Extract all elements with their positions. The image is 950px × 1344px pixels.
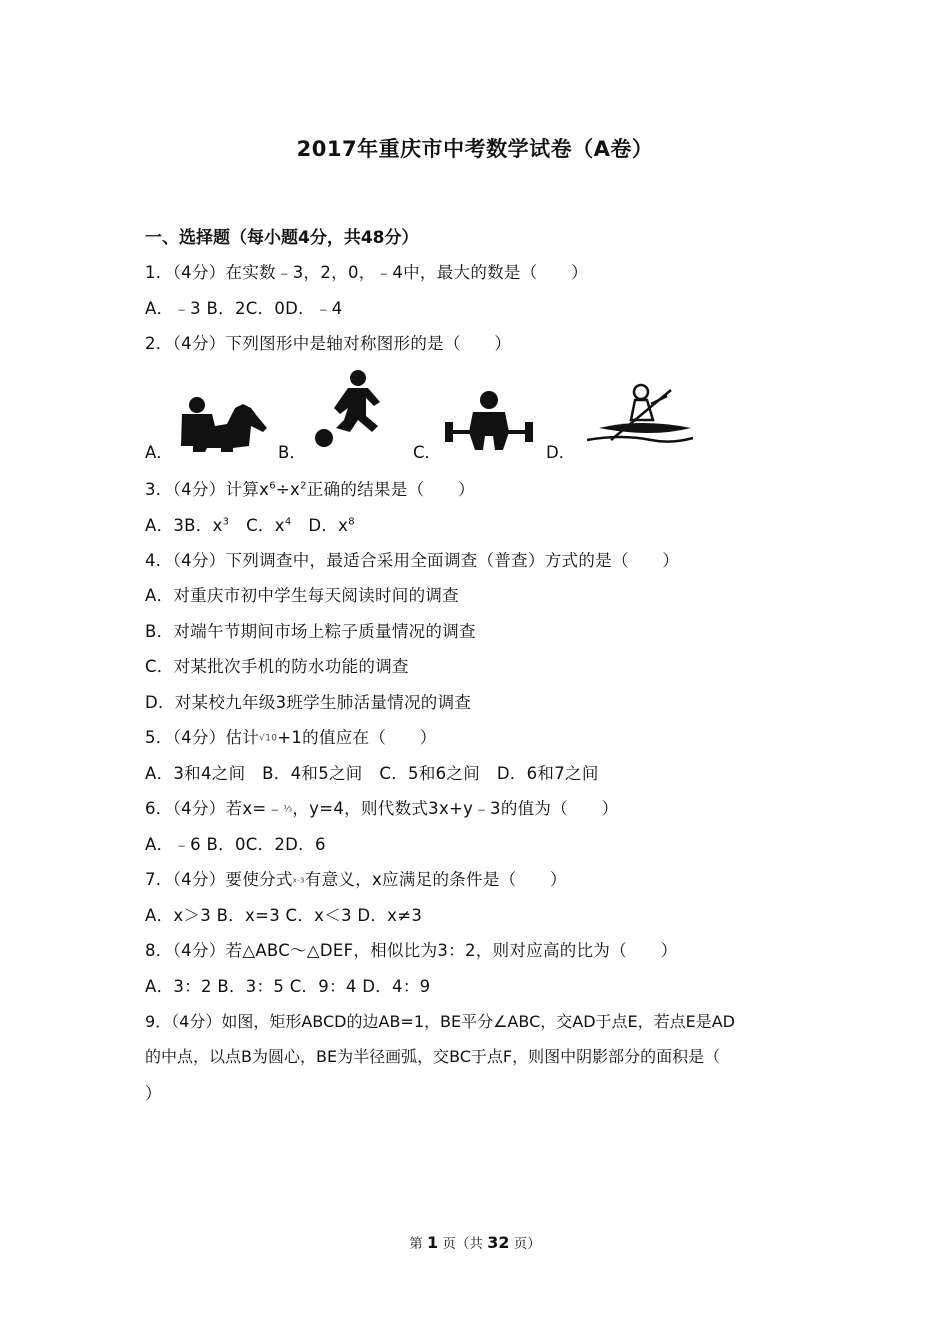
q7-fraction: x-3 [292, 876, 305, 885]
q3-stem-post: 正确的结果是（ ） [306, 480, 475, 499]
q3-stem [145, 476, 475, 500]
q5-stem-pre: 5．（4分）估计 [145, 728, 260, 747]
q2-figures [145, 368, 765, 463]
q4-stem: 4．（4分）下列调查中，最适合采用全面调查（普查）方式的是（ ） [145, 551, 680, 570]
football-player-icon [310, 368, 390, 450]
q9-line-1: 9．（4分）如图，矩形ABCD的边AB=1，BE平分∠ABC，交AD于点E，若点E是AD [145, 1012, 735, 1031]
q3-option-b-exp: 3 [222, 516, 230, 528]
footer-total-pages: 32 [487, 1233, 510, 1252]
q7-stem [145, 866, 567, 890]
q9-line-2: 的中点，以点B为圆心，BE为半径画弧，交BC于点F，则图中阴影部分的面积是（ [145, 1047, 721, 1066]
weightlifter-icon [443, 390, 535, 452]
q3-exponent-1: 6 [269, 480, 276, 492]
q6-options: A．﹣6 B．0C．2D．6 [145, 835, 326, 854]
q7-options: A．x＞3 B．x=3 C．x＜3 D．x≠3 [145, 906, 423, 925]
kayaker-icon [581, 382, 696, 448]
q8-stem: 8．（4分）若△ABC～△DEF，相似比为3：2，则对应高的比为（ ） [145, 941, 678, 960]
page-footer [0, 1232, 950, 1252]
q8-options: A．3：2 B．3：5 C．9：4 D．4：9 [145, 977, 431, 996]
q3-exponent-2: 2 [300, 480, 307, 492]
section-heading: 一、选择题（每小题4分，共48分） [145, 228, 419, 248]
q3-option-d: D．x [291, 516, 349, 535]
q4-option-a: A．对重庆市初中学生每天阅读时间的调查 [145, 586, 459, 605]
q2-stem: 2．（4分）下列图形中是轴对称图形的是（ ） [145, 334, 512, 353]
q3-option-d-exp: 8 [348, 516, 355, 528]
q5-stem [145, 724, 437, 748]
q2-option-b-label: B． [278, 443, 306, 462]
q1-stem: 1．（4分）在实数﹣3，2，0，﹣4中，最大的数是（ ） [145, 263, 588, 282]
q5-options: A．3和4之间 B．4和5之间 C．5和6之间 D．6和7之间 [145, 764, 599, 783]
q1-options: A．﹣3 B．2C．0D．﹣4 [145, 299, 343, 318]
page-title: 2017年重庆市中考数学试卷（A卷） [296, 137, 654, 161]
q6-stem-pre: 6．（4分）若x=﹣ [145, 799, 284, 818]
q2-option-c-label: C． [413, 443, 442, 462]
q4-option-d: D．对某校九年级3班学生肺活量情况的调查 [145, 693, 472, 712]
q6-stem-post: ，y=4，则代数式3x+y﹣3的值为（ ） [292, 799, 619, 818]
q4-option-b: B．对端午节期间市场上粽子质量情况的调查 [145, 622, 476, 641]
q3-options [145, 512, 355, 536]
q3-stem-pre: 3．（4分）计算x [145, 480, 270, 499]
footer-mid: 页（共 [438, 1236, 488, 1252]
q5-radical: √10 [259, 733, 278, 744]
q7-stem-pre: 7．（4分）要使分式 [145, 870, 293, 889]
q3-stem-mid: ÷x [275, 480, 301, 499]
q7-stem-post: 有意义，x应满足的条件是（ ） [304, 870, 567, 889]
q3-option-c-exp: 4 [284, 516, 292, 528]
footer-page-number: 1 [427, 1233, 439, 1252]
q4-option-c: C．对某批次手机的防水功能的调查 [145, 657, 409, 676]
q2-option-d-label: D． [546, 443, 576, 462]
q5-stem-post: +1的值应在（ ） [277, 728, 437, 747]
footer-pre: 第 [409, 1236, 427, 1252]
q3-option-ab: A．3B．x [145, 516, 223, 535]
horse-rider-icon [177, 396, 272, 454]
q6-stem [145, 795, 618, 819]
q3-option-c: C．x [229, 516, 285, 535]
q6-fraction: ⅓ [283, 804, 293, 815]
q9-line-3: ） [145, 1084, 162, 1103]
footer-post: 页） [509, 1236, 541, 1252]
q2-option-a-label: A． [145, 443, 173, 462]
